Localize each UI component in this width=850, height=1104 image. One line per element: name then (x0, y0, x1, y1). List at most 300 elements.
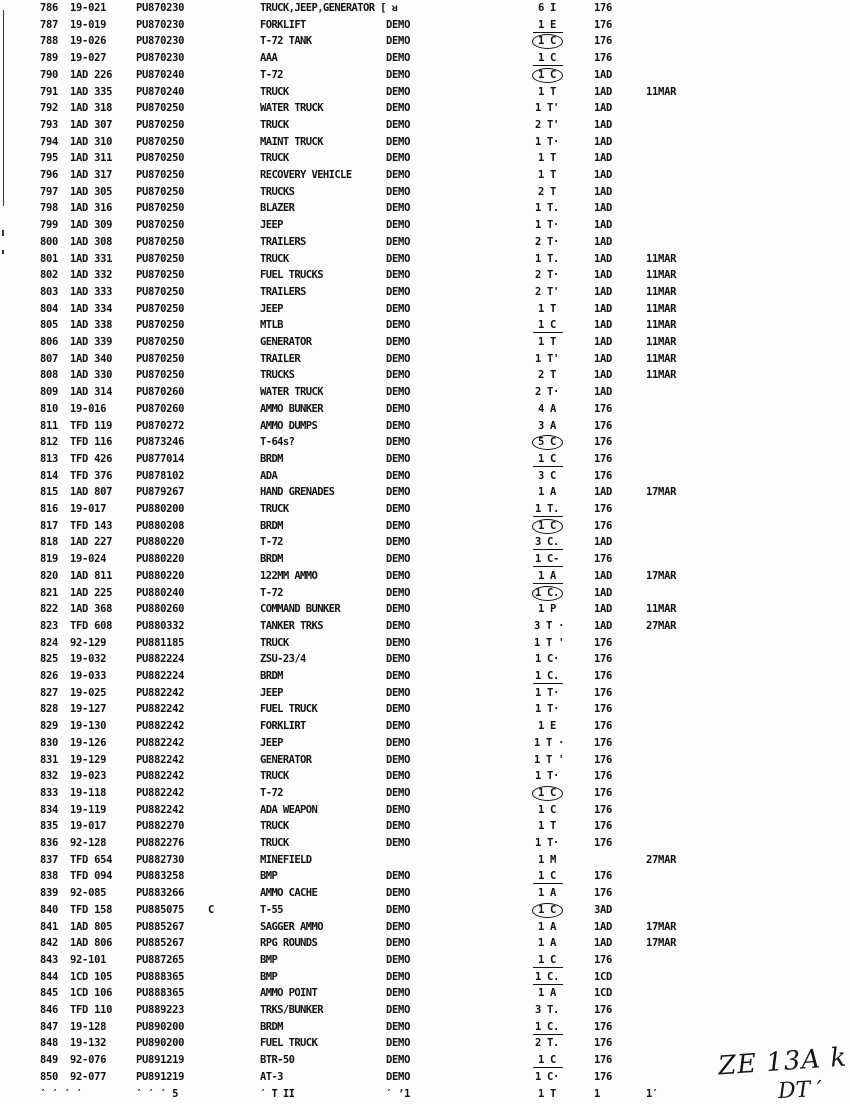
target-description: AT-3 (260, 1070, 283, 1083)
grid-reference: 19-126 (70, 736, 107, 749)
grid-reference: 92-085 (70, 887, 107, 900)
grid-reference: 19-033 (70, 670, 107, 682)
pu-code: PU885075 (136, 903, 185, 916)
grid-reference: TFD 094 (70, 870, 113, 883)
row-number: 787 (40, 18, 59, 31)
action-type: DEMO (386, 569, 411, 582)
table-row (0, 317, 850, 334)
table-row (0, 601, 850, 618)
action-type: DEMO (386, 185, 411, 198)
target-description: JEEP (260, 736, 283, 749)
target-description: COMMAND BUNKER (260, 603, 341, 616)
row-number: 834 (40, 803, 59, 816)
action-type: DEMO (386, 235, 411, 248)
grid-reference: 19-027 (70, 52, 107, 65)
unit-code: 1AD (594, 619, 613, 632)
table-row (0, 401, 850, 418)
grid-reference: 1AD 311 (70, 152, 113, 165)
table-row (0, 451, 850, 468)
quantity-code: 5 C (537, 436, 557, 449)
grid-reference: 1AD 225 (70, 586, 113, 599)
unit-code: 176 (594, 753, 613, 766)
grid-reference: TFD 119 (70, 419, 113, 432)
target-description: ′ T II (260, 1087, 295, 1100)
row-number: 812 (40, 436, 59, 449)
table-row (0, 935, 850, 952)
target-description: BLAZER (260, 202, 295, 215)
pu-code: PU881185 (136, 636, 185, 649)
unit-code: 1AD (594, 937, 613, 950)
unit-code: 1AD (594, 302, 613, 315)
quantity-code: 1 C (537, 803, 557, 816)
target-description: AMMO POINT (260, 987, 318, 1000)
table-row (0, 84, 850, 101)
grid-reference: 1AD 309 (70, 219, 113, 232)
table-row (0, 301, 850, 318)
action-type: DEMO (386, 486, 411, 499)
unit-code: 176 (594, 820, 613, 833)
target-description: TRUCK (260, 152, 289, 165)
action-type: DEMO (386, 786, 411, 799)
pu-code: PU882242 (136, 803, 185, 816)
row-number: 837 (40, 853, 59, 866)
pu-code: PU877014 (136, 452, 185, 465)
grid-reference: 19-019 (70, 18, 107, 31)
date-cell: 17MAR (646, 937, 677, 950)
row-number: 795 (40, 152, 59, 165)
target-description: FUEL TRUCK (260, 1037, 318, 1050)
pu-code: PU870230 (136, 18, 185, 31)
quantity-code: 1 C (537, 319, 557, 332)
quantity-code: 1 T· (534, 703, 560, 716)
quantity-code: 2 T' (534, 285, 560, 298)
table-row (0, 1002, 850, 1019)
grid-reference: 1AD 340 (70, 352, 113, 365)
unit-code: 1AD (594, 152, 613, 165)
pu-code: PU880332 (136, 619, 185, 632)
target-description: BMP (260, 953, 278, 966)
row-number: 809 (40, 386, 59, 399)
action-type: DEMO (386, 536, 411, 549)
quantity-code: 1 T· (534, 770, 560, 783)
date-cell: 11MAR (646, 269, 677, 282)
grid-reference: TFD 654 (70, 853, 113, 866)
unit-code: 1AD (594, 219, 613, 232)
quantity-code: 1 T· (534, 686, 560, 699)
row-number: 830 (40, 736, 59, 749)
quantity-code: 1 T (537, 820, 557, 833)
unit-code: 1 (594, 1087, 601, 1100)
quantity-code: 1 C (537, 1054, 557, 1067)
action-type: DEMO (386, 436, 411, 449)
grid-reference: 92-101 (70, 953, 107, 966)
unit-code: 1AD (594, 202, 613, 215)
grid-reference: 1AD 331 (70, 252, 113, 265)
table-row (0, 150, 850, 167)
unit-code: 1AD (594, 586, 613, 599)
unit-code: 1AD (594, 486, 613, 499)
row-number: 817 (40, 519, 59, 532)
table-row (0, 618, 850, 635)
pu-code: PU882242 (136, 786, 185, 799)
unit-code: 176 (594, 1054, 613, 1067)
target-description: TRUCK (260, 636, 289, 649)
row-number: 807 (40, 352, 59, 365)
quantity-code: 3 C (537, 469, 557, 482)
pu-code: PU870260 (136, 402, 185, 415)
unit-code: 176 (594, 1004, 613, 1016)
grid-reference: 1CD 106 (70, 987, 113, 1000)
table-row (0, 668, 850, 685)
table-row (0, 67, 850, 84)
pu-code: PU880220 (136, 569, 185, 582)
grid-reference: 19-017 (70, 503, 107, 515)
row-number: 840 (40, 903, 59, 916)
action-type: DEMO (386, 1020, 411, 1033)
quantity-code: 1 C. (534, 970, 560, 983)
quantity-code: 1 E (537, 720, 557, 733)
pu-code: PU870250 (136, 302, 185, 315)
pu-code: PU870250 (136, 135, 185, 148)
quantity-code: 1 T (537, 336, 557, 348)
action-type: DEMO (386, 653, 411, 666)
quantity-code: 1 T ' (534, 636, 565, 649)
row-number: 846 (40, 1004, 59, 1016)
quantity-code: 2 T· (534, 235, 560, 248)
target-description: BRDM (260, 670, 283, 682)
table-row (0, 534, 850, 551)
date-cell: 27MAR (646, 619, 677, 632)
grid-reference: 19-129 (70, 753, 107, 766)
table-row (0, 418, 850, 435)
unit-code: 176 (594, 52, 613, 65)
table-row (0, 735, 850, 752)
target-description: RECOVERY VEHICLE (260, 169, 352, 181)
target-description: 122MM AMMO (260, 569, 318, 582)
action-type: DEMO (386, 169, 411, 181)
target-description: TRUCKS (260, 185, 295, 198)
unit-code: 1AD (594, 352, 613, 365)
table-row (0, 701, 850, 718)
target-description: AMMO CACHE (260, 887, 318, 900)
circled-mark (532, 519, 563, 534)
grid-reference: 19-021 (70, 2, 107, 14)
pu-code: PU890200 (136, 1037, 185, 1050)
action-type: DEMO (386, 369, 411, 382)
grid-reference: 1AD 805 (70, 920, 113, 933)
quantity-code: 1 A (537, 486, 557, 499)
target-description: FORKLIFT (260, 18, 306, 31)
target-description: BRDM (260, 1020, 283, 1033)
quantity-code: 1 C (537, 786, 557, 799)
grid-reference: TFD 116 (70, 436, 113, 449)
grid-reference: TFD 110 (70, 1004, 113, 1016)
action-type: DEMO (386, 937, 411, 950)
pu-code: PU882242 (136, 720, 185, 733)
pu-code: PU870250 (136, 152, 185, 165)
table-row (0, 902, 850, 919)
date-cell: 11MAR (646, 285, 677, 298)
action-type: DEMO (386, 152, 411, 165)
row-number: 829 (40, 720, 59, 733)
grid-reference: 1AD 307 (70, 118, 113, 131)
quantity-code: 1 T. (534, 202, 560, 215)
action-type: DEMO (386, 586, 411, 599)
target-description: JEEP (260, 302, 283, 315)
pu-code: PU870230 (136, 2, 185, 14)
row-number: 790 (40, 68, 59, 81)
quantity-code: 1 A (537, 987, 557, 1000)
unit-code: 1AD (594, 252, 613, 265)
unit-code: 176 (594, 786, 613, 799)
action-type: DEMO (386, 269, 411, 282)
row-number: 789 (40, 52, 59, 65)
quantity-code: 2 T· (534, 386, 560, 399)
grid-reference: 1AD 338 (70, 319, 113, 332)
unit-code: 176 (594, 837, 613, 849)
pu-code: PU870250 (136, 285, 185, 298)
grid-reference: 1AD 806 (70, 937, 113, 950)
target-description: GENERATOR (260, 753, 312, 766)
grid-reference: 19-032 (70, 653, 107, 666)
pu-code: PU870250 (136, 202, 185, 215)
quantity-code: 1 C (537, 519, 557, 532)
table-row (0, 434, 850, 451)
row-number: 818 (40, 536, 59, 549)
pu-code: PU882242 (136, 736, 185, 749)
action-type: DEMO (386, 319, 411, 332)
pu-code: PU870250 (136, 219, 185, 232)
unit-code: 176 (594, 35, 613, 48)
pu-code: PU870250 (136, 102, 185, 115)
unit-code: 1AD (594, 235, 613, 248)
table-row (0, 885, 850, 902)
pu-code: PU870250 (136, 319, 185, 332)
unit-code: 3AD (594, 903, 613, 916)
table-row (0, 718, 850, 735)
unit-code: 176 (594, 736, 613, 749)
unit-code: 1AD (594, 536, 613, 549)
row-number: 804 (40, 302, 59, 315)
action-type: DEMO (386, 219, 411, 232)
row-number: 844 (40, 970, 59, 983)
quantity-code: 1 C (537, 35, 557, 48)
grid-reference: 1AD 305 (70, 185, 113, 198)
row-number: 815 (40, 486, 59, 499)
target-description: RPG ROUNDS (260, 937, 318, 950)
quantity-code: 1 A (537, 920, 557, 933)
target-description: TANKER TRKS (260, 619, 323, 632)
quantity-code: 1 T· (534, 135, 560, 148)
unit-code: 1AD (594, 269, 613, 282)
action-type: DEMO (386, 52, 411, 65)
table-row (0, 919, 850, 936)
table-row (0, 768, 850, 785)
grid-reference: 1AD 330 (70, 369, 113, 382)
target-description: MINEFIELD (260, 853, 312, 866)
row-number: ′ ′ ′ ′ (40, 1087, 83, 1100)
target-description: T-72 (260, 68, 283, 81)
quantity-code: 1 T (537, 169, 557, 181)
quantity-code: 1 C. (534, 670, 560, 682)
table-row (0, 134, 850, 151)
target-description: WATER TRUCK (260, 386, 323, 399)
date-cell: 11MAR (646, 352, 677, 365)
date-cell: 17MAR (646, 569, 677, 582)
unit-code: 1AD (594, 68, 613, 81)
circled-mark (532, 68, 563, 83)
action-type: DEMO (386, 252, 411, 265)
quantity-code: 2 T. (534, 1037, 560, 1050)
quantity-code: 3 T. (534, 1004, 560, 1016)
row-number: 813 (40, 452, 59, 465)
table-row (0, 184, 850, 201)
unit-code: 176 (594, 686, 613, 699)
action-type: DEMO (386, 686, 411, 699)
quantity-code: 1 T (537, 152, 557, 165)
pu-code: PU870250 (136, 185, 185, 198)
table-row (0, 33, 850, 50)
row-number: 823 (40, 619, 59, 632)
target-description: BRDM (260, 553, 283, 566)
grid-reference: 92-076 (70, 1054, 107, 1067)
pu-code: PU870230 (136, 52, 185, 65)
unit-code: 176 (594, 770, 613, 783)
circled-mark (532, 586, 563, 601)
row-number: 831 (40, 753, 59, 766)
pu-code: PU888365 (136, 987, 185, 1000)
quantity-code: 1 T· (534, 219, 560, 232)
table-row (0, 852, 850, 869)
grid-reference: 19-025 (70, 686, 107, 699)
pu-code: PU880220 (136, 553, 185, 566)
target-description: TRUCKS (260, 369, 295, 382)
quantity-code: 1 C. (534, 586, 560, 599)
action-type: ′ ʼ1 (386, 1087, 411, 1100)
target-description: TRUCK (260, 252, 289, 265)
action-type: DEMO (386, 1004, 411, 1016)
pu-code: PU883258 (136, 870, 185, 883)
target-description: FORKLIRT (260, 720, 306, 733)
action-type: DEMO (386, 519, 411, 532)
table-row (0, 818, 850, 835)
grid-reference: 1CD 105 (70, 970, 113, 983)
grid-reference: 1AD 317 (70, 169, 113, 181)
pu-code: PU870250 (136, 118, 185, 131)
table-row (0, 251, 850, 268)
row-number: 803 (40, 285, 59, 298)
target-description: T-55 (260, 903, 283, 916)
action-type: DEMO (386, 820, 411, 833)
quantity-code: 1 T (537, 1087, 557, 1100)
quantity-code: 1 T (537, 85, 557, 98)
unit-code: 1AD (594, 336, 613, 348)
table-row (0, 752, 850, 769)
row-number: 848 (40, 1037, 59, 1050)
unit-code: 1AD (594, 569, 613, 582)
table-row (0, 0, 850, 17)
quantity-code: 1 T ' (534, 753, 565, 766)
action-type: DEMO (386, 887, 411, 900)
pu-code: PU873246 (136, 436, 185, 449)
table-row (0, 651, 850, 668)
unit-code: 1CD (594, 987, 613, 1000)
target-description: FUEL TRUCK (260, 703, 318, 716)
grid-reference: 1AD 339 (70, 336, 113, 348)
pu-code: PU870260 (136, 386, 185, 399)
pu-code: PU890200 (136, 1020, 185, 1033)
date-cell: 17MAR (646, 486, 677, 499)
grid-reference: 19-023 (70, 770, 107, 783)
quantity-code: 1 C (537, 68, 557, 81)
unit-code: 1AD (594, 102, 613, 115)
pu-code: PU891219 (136, 1054, 185, 1067)
handwritten-note-2: DT ′ (777, 1076, 823, 1104)
unit-code: 176 (594, 452, 613, 465)
target-description: ADA WEAPON (260, 803, 318, 816)
grid-reference: 1AD 807 (70, 486, 113, 499)
unit-code: 176 (594, 720, 613, 733)
row-number: 805 (40, 319, 59, 332)
target-description: BRDM (260, 452, 283, 465)
action-type: DEMO (386, 1070, 411, 1083)
grid-reference: 1AD 333 (70, 285, 113, 298)
row-number: 796 (40, 169, 59, 181)
row-number: 838 (40, 870, 59, 883)
row-number: 802 (40, 269, 59, 282)
pu-code: PU887265 (136, 953, 185, 966)
quantity-code: 1 A (537, 937, 557, 950)
action-type: DEMO (386, 870, 411, 883)
quantity-code: 2 T· (534, 269, 560, 282)
table-row (0, 217, 850, 234)
grid-reference: 19-127 (70, 703, 107, 716)
table-row (0, 635, 850, 652)
grid-reference: 1AD 316 (70, 202, 113, 215)
action-type: DEMO (386, 736, 411, 749)
action-type: DEMO (386, 202, 411, 215)
pu-code: PU891219 (136, 1070, 185, 1083)
target-description: BMP (260, 970, 278, 983)
unit-code: 176 (594, 2, 613, 14)
target-description: AAA (260, 52, 278, 65)
pu-code: PU880200 (136, 503, 185, 515)
table-row (0, 167, 850, 184)
pu-code: PU882730 (136, 853, 185, 866)
grid-reference: 1AD 318 (70, 102, 113, 115)
table-row (0, 1019, 850, 1036)
pu-code: PU870240 (136, 68, 185, 81)
row-number: 839 (40, 887, 59, 900)
row-number: 826 (40, 670, 59, 682)
date-cell: 17MAR (646, 920, 677, 933)
grid-reference: 1AD 332 (70, 269, 113, 282)
action-type: DEMO (386, 68, 411, 81)
unit-code: 1AD (594, 118, 613, 131)
action-type: DEMO (386, 102, 411, 115)
unit-code: 1AD (594, 369, 613, 382)
grid-reference: 19-132 (70, 1037, 107, 1050)
target-description: T-72 TANK (260, 35, 312, 48)
action-type: DEMO (386, 419, 411, 432)
quantity-code: 1 C (537, 953, 557, 966)
row-number: 843 (40, 953, 59, 966)
pu-code: PU885267 (136, 920, 185, 933)
row-number: 792 (40, 102, 59, 115)
target-description: BRDM (260, 519, 283, 532)
unit-code: 176 (594, 18, 613, 31)
quantity-code: 1 T· (534, 837, 560, 849)
